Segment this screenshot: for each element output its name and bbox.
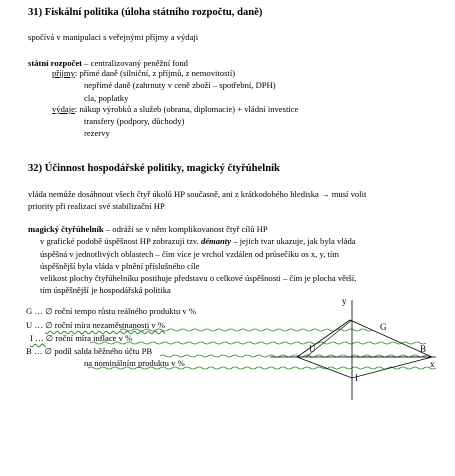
legend-i-letter: I …	[30, 333, 46, 343]
magic-definition: – odráží se v něm komplikovanost čtyř cílů HP	[103, 224, 268, 234]
proofing-wavy-line-4	[88, 367, 436, 369]
legend-g-text: ∅ roční tempo růstu reálného produktu v %	[45, 306, 197, 316]
vydaje-item-2: transfery (podpory, důchody)	[84, 116, 185, 126]
diamond-shape	[297, 320, 432, 378]
prijmy-item-1: : přímé daně (silniční, z příjmů, z nemovitostí)	[74, 68, 236, 78]
axis-x-label: x	[430, 359, 435, 369]
magic-label: magický čtyřúhelník	[28, 224, 104, 234]
legend-b-letter: B …	[26, 346, 45, 356]
s32-p2-line-2: úspěšná v jednotlivých oblastech – čím více je vrchol vzdálen od průsečíku os x, y, tím	[40, 249, 339, 259]
section-31-intro: spočívá v manipulaci s veřejnými příjmy a výdaji	[28, 32, 199, 42]
legend-g-letter: G …	[26, 306, 46, 316]
legend-b-cont: na nominálním produktu v %	[84, 358, 185, 368]
legend-u-text: ∅ roční míra nezaměstnanosti v %	[45, 320, 165, 330]
section-31-heading: 31) Fiskální politika (úloha státního rozpočtu, daně)	[28, 7, 263, 18]
vertex-u-label: U	[309, 344, 316, 354]
section-32-heading: 32) Účinnost hospodářské politiky, magický čtyřúhelník	[28, 163, 280, 174]
s32-p1-line-2: priority při realizaci své stabilizační HP	[28, 201, 165, 211]
budget-label: státní rozpočet	[28, 58, 83, 68]
proofing-wavy-line-2	[90, 342, 426, 344]
axis-y-label: y	[342, 296, 347, 306]
prijmy-label: příjmy	[52, 68, 75, 78]
vertex-i-label: I	[355, 373, 358, 383]
prijmy-item-2: nepřímé daně (zahrnuty v ceně zboží – spotřební, DPH)	[84, 80, 276, 90]
prijmy-item-3: cla, poplatky	[84, 93, 129, 103]
legend-u-letter: U …	[26, 320, 46, 330]
diamonds-term: démanty	[200, 236, 232, 246]
s32-p2-line-1-c: – jejich tvar ukazuje, jak byla vláda	[231, 236, 356, 246]
vydaje-item-3: rezervy	[84, 128, 110, 138]
s32-p1-line-1: vláda nemůže dosáhnout všech čtyř úkolů HP současně, ani z krátkodobého hlediska → musí volit	[28, 189, 367, 199]
legend-i-text: ∅ roční míra inflace v %	[45, 333, 133, 343]
s32-p2-line-5: tím úspěšnější je hospodářská politika	[40, 285, 171, 295]
vertex-b-label: B	[420, 344, 427, 354]
legend-b-text-1: ∅ podíl salda běžného účtu PB	[44, 346, 153, 356]
vydaje-item-1: : nákup výrobků a služeb (obrana, diplomacie) + vládní investice	[74, 104, 299, 114]
s32-p2-line-1-a: v grafické podobě úspěšnost HP zobrazují tzv.	[40, 236, 201, 246]
s32-p2-line-3: úspěšnější byla vláda v plnění příslušného cíle	[40, 261, 200, 271]
s32-p2-line-4: velikost plochy čtyřúhelníku postihuje představu o celkové úspěšnosti – čím je plocha větší,	[40, 273, 357, 283]
budget-definition: – centralizovaný peněžní fond	[82, 58, 188, 68]
vydaje-label: výdaje	[52, 104, 75, 114]
vertex-g-label: G	[380, 322, 387, 332]
